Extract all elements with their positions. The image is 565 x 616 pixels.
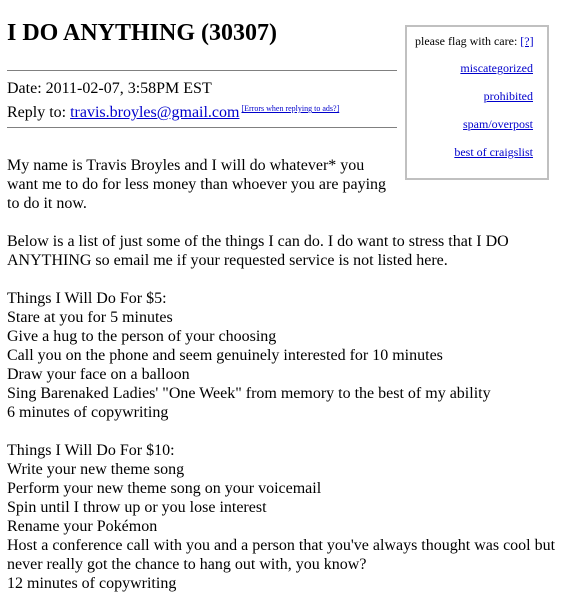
list-item: Perform your new theme song on your voicemail	[7, 480, 322, 497]
post-date	[7, 79, 212, 99]
flag-prohibited-link[interactable]: prohibited	[483, 89, 533, 103]
flag-best-of-link[interactable]: best of craigslist	[454, 145, 533, 159]
reply-email-link[interactable]: travis.broyles@gmail.com	[70, 104, 240, 121]
list-item: Give a hug to the person of your choosing	[7, 328, 277, 345]
text-line: ANYTHING so email me if your requested service is not listed here.	[7, 252, 448, 269]
reply-errors-link[interactable]: [Errors when replying to ads?]	[241, 104, 340, 113]
text-line: My name is Travis Broyles and I will do whatever* you	[7, 157, 365, 174]
flag-miscategorized-link[interactable]: miscategorized	[460, 61, 533, 75]
reply-to-line	[7, 99, 339, 123]
divider	[7, 127, 397, 128]
flag-header-text: please flag with care:	[415, 34, 521, 48]
text-line: want me to do for less money than whoever you are paying	[7, 176, 387, 193]
section-heading: Things I Will Do For $5:	[7, 290, 167, 307]
text-line: to do it now.	[7, 195, 87, 212]
flag-help-link[interactable]: [?]	[520, 34, 534, 48]
list-item: 6 minutes of copywriting	[7, 404, 169, 421]
post-title: I DO ANYTHING (30307)	[7, 20, 278, 46]
post-body	[7, 156, 559, 612]
five-dollar-section	[7, 289, 559, 422]
list-intro-paragraph	[7, 232, 559, 270]
intro-paragraph	[7, 156, 559, 213]
text-line: Below is a list of just some of the things I can do. I do want to stress that I DO	[7, 233, 509, 250]
list-item: Call you on the phone and seem genuinely interested for 10 minutes	[7, 347, 443, 364]
list-item: Host a conference call with you and a person that you've always thought was cool but never really got the chance to hang out with, you know?	[7, 537, 556, 573]
list-item: Draw your face on a balloon	[7, 366, 190, 383]
post-date-text: Date: 2011-02-07, 3:58PM EST	[7, 80, 212, 97]
ten-dollar-section	[7, 441, 559, 593]
list-item: Rename your Pokémon	[7, 518, 158, 535]
flag-header	[415, 34, 534, 49]
list-item: Write your new theme song	[7, 461, 185, 478]
flag-spam-link[interactable]: spam/overpost	[463, 117, 533, 131]
list-item: Stare at you for 5 minutes	[7, 309, 173, 326]
section-heading: Things I Will Do For $10:	[7, 442, 175, 459]
divider	[7, 70, 397, 71]
list-item: Spin until I throw up or you lose interest	[7, 499, 267, 516]
reply-to-label: Reply to:	[7, 104, 71, 121]
list-item: 12 minutes of copywriting	[7, 575, 177, 592]
list-item: Sing Barenaked Ladies' "One Week" from memory to the best of my ability	[7, 385, 491, 402]
